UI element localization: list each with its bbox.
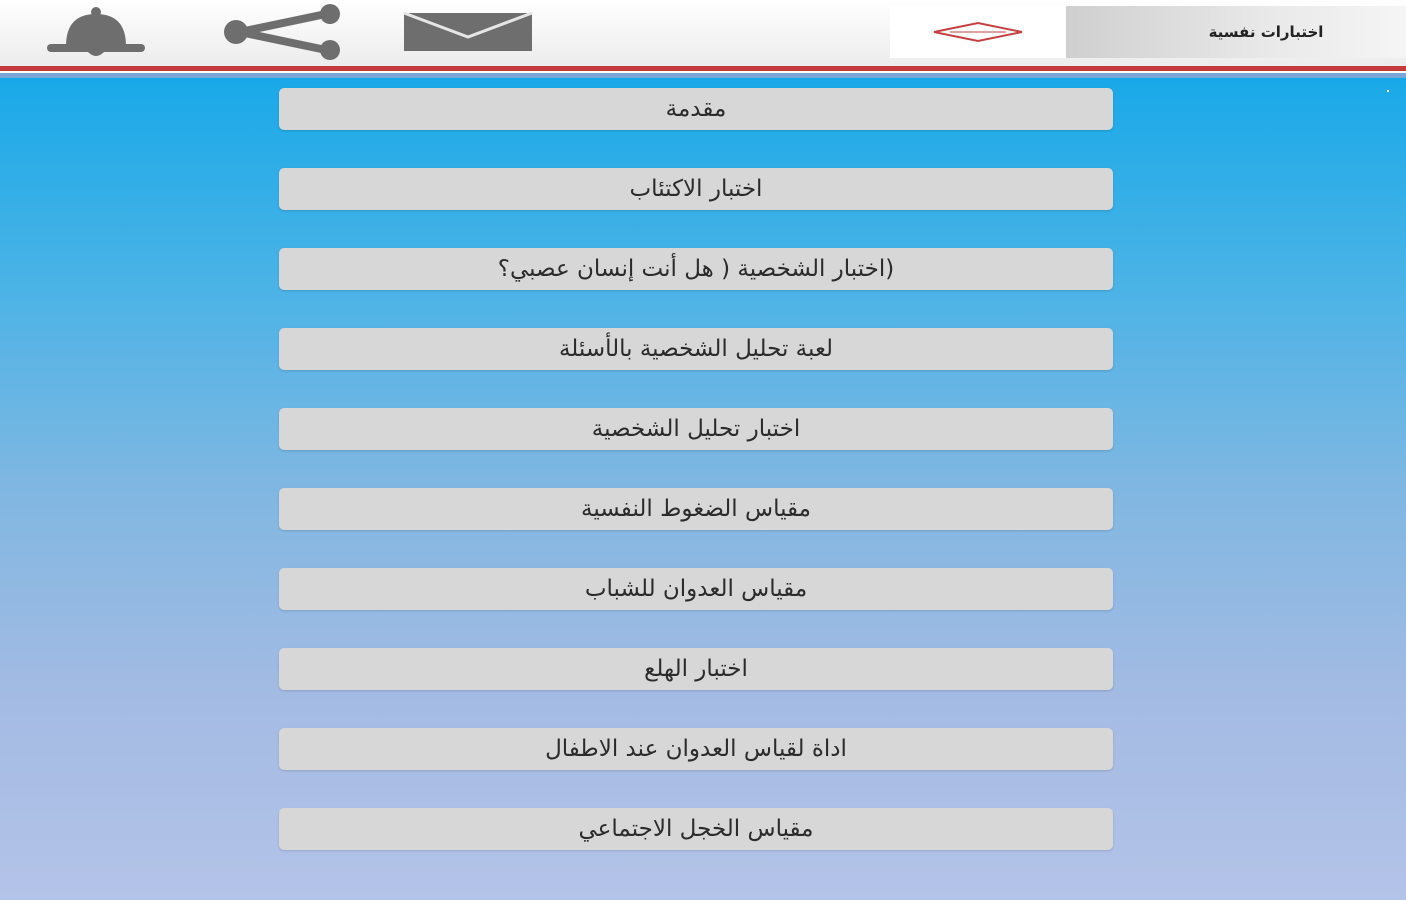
- menu-item-introduction[interactable]: [279, 88, 1113, 130]
- menu-item-label: (اختبار الشخصية ( هل أنت إنسان عصبي؟: [497, 256, 895, 282]
- decorative-dot: [1387, 90, 1389, 92]
- share-button[interactable]: [213, 0, 353, 64]
- menu-item-label: اداة لقياس العدوان عند الاطفال: [545, 736, 847, 762]
- header-divider: [0, 66, 1406, 78]
- top-toolbar: [0, 0, 1406, 66]
- menu-item-stress-scale[interactable]: [279, 488, 1113, 530]
- menu-item-label: اختبار الهلع: [644, 656, 748, 682]
- menu-item-panic-test[interactable]: [279, 648, 1113, 690]
- menu-item-label: مقياس الخجل الاجتماعي: [578, 816, 814, 842]
- menu-item-label: اختبار تحليل الشخصية: [591, 416, 801, 442]
- menu-item-label: لعبة تحليل الشخصية بالأسئلة: [558, 336, 834, 362]
- menu-item-child-aggression-tool[interactable]: [279, 728, 1113, 770]
- menu-item-label: اختبار الاكتئاب: [629, 176, 763, 202]
- app-title: اختبارات نفسية: [1208, 22, 1324, 41]
- share-icon: [216, 4, 350, 60]
- menu-item-personality-nervous-test[interactable]: [279, 248, 1113, 290]
- bell-icon: [41, 6, 151, 58]
- app-title-panel: [1066, 6, 1406, 58]
- menu-item-youth-aggression-scale[interactable]: [279, 568, 1113, 610]
- menu-item-label: مقدمة: [665, 96, 727, 122]
- menu-item-depression-test[interactable]: [279, 168, 1113, 210]
- diamond-logo-icon: [930, 20, 1026, 44]
- menu-background: [0, 78, 1406, 900]
- menu-item-label: مقياس الضغوط النفسية: [581, 496, 811, 522]
- menu-item-label: مقياس العدوان للشباب: [584, 576, 808, 602]
- menu-item-social-shyness-scale[interactable]: [279, 808, 1113, 850]
- menu-item-personality-questions-game[interactable]: [279, 328, 1113, 370]
- logo-panel: [890, 6, 1066, 58]
- messages-button[interactable]: [398, 0, 538, 64]
- envelope-icon: [402, 11, 534, 53]
- test-menu-list: [279, 88, 1113, 888]
- notifications-button[interactable]: [38, 0, 153, 64]
- menu-item-personality-analysis-test[interactable]: [279, 408, 1113, 450]
